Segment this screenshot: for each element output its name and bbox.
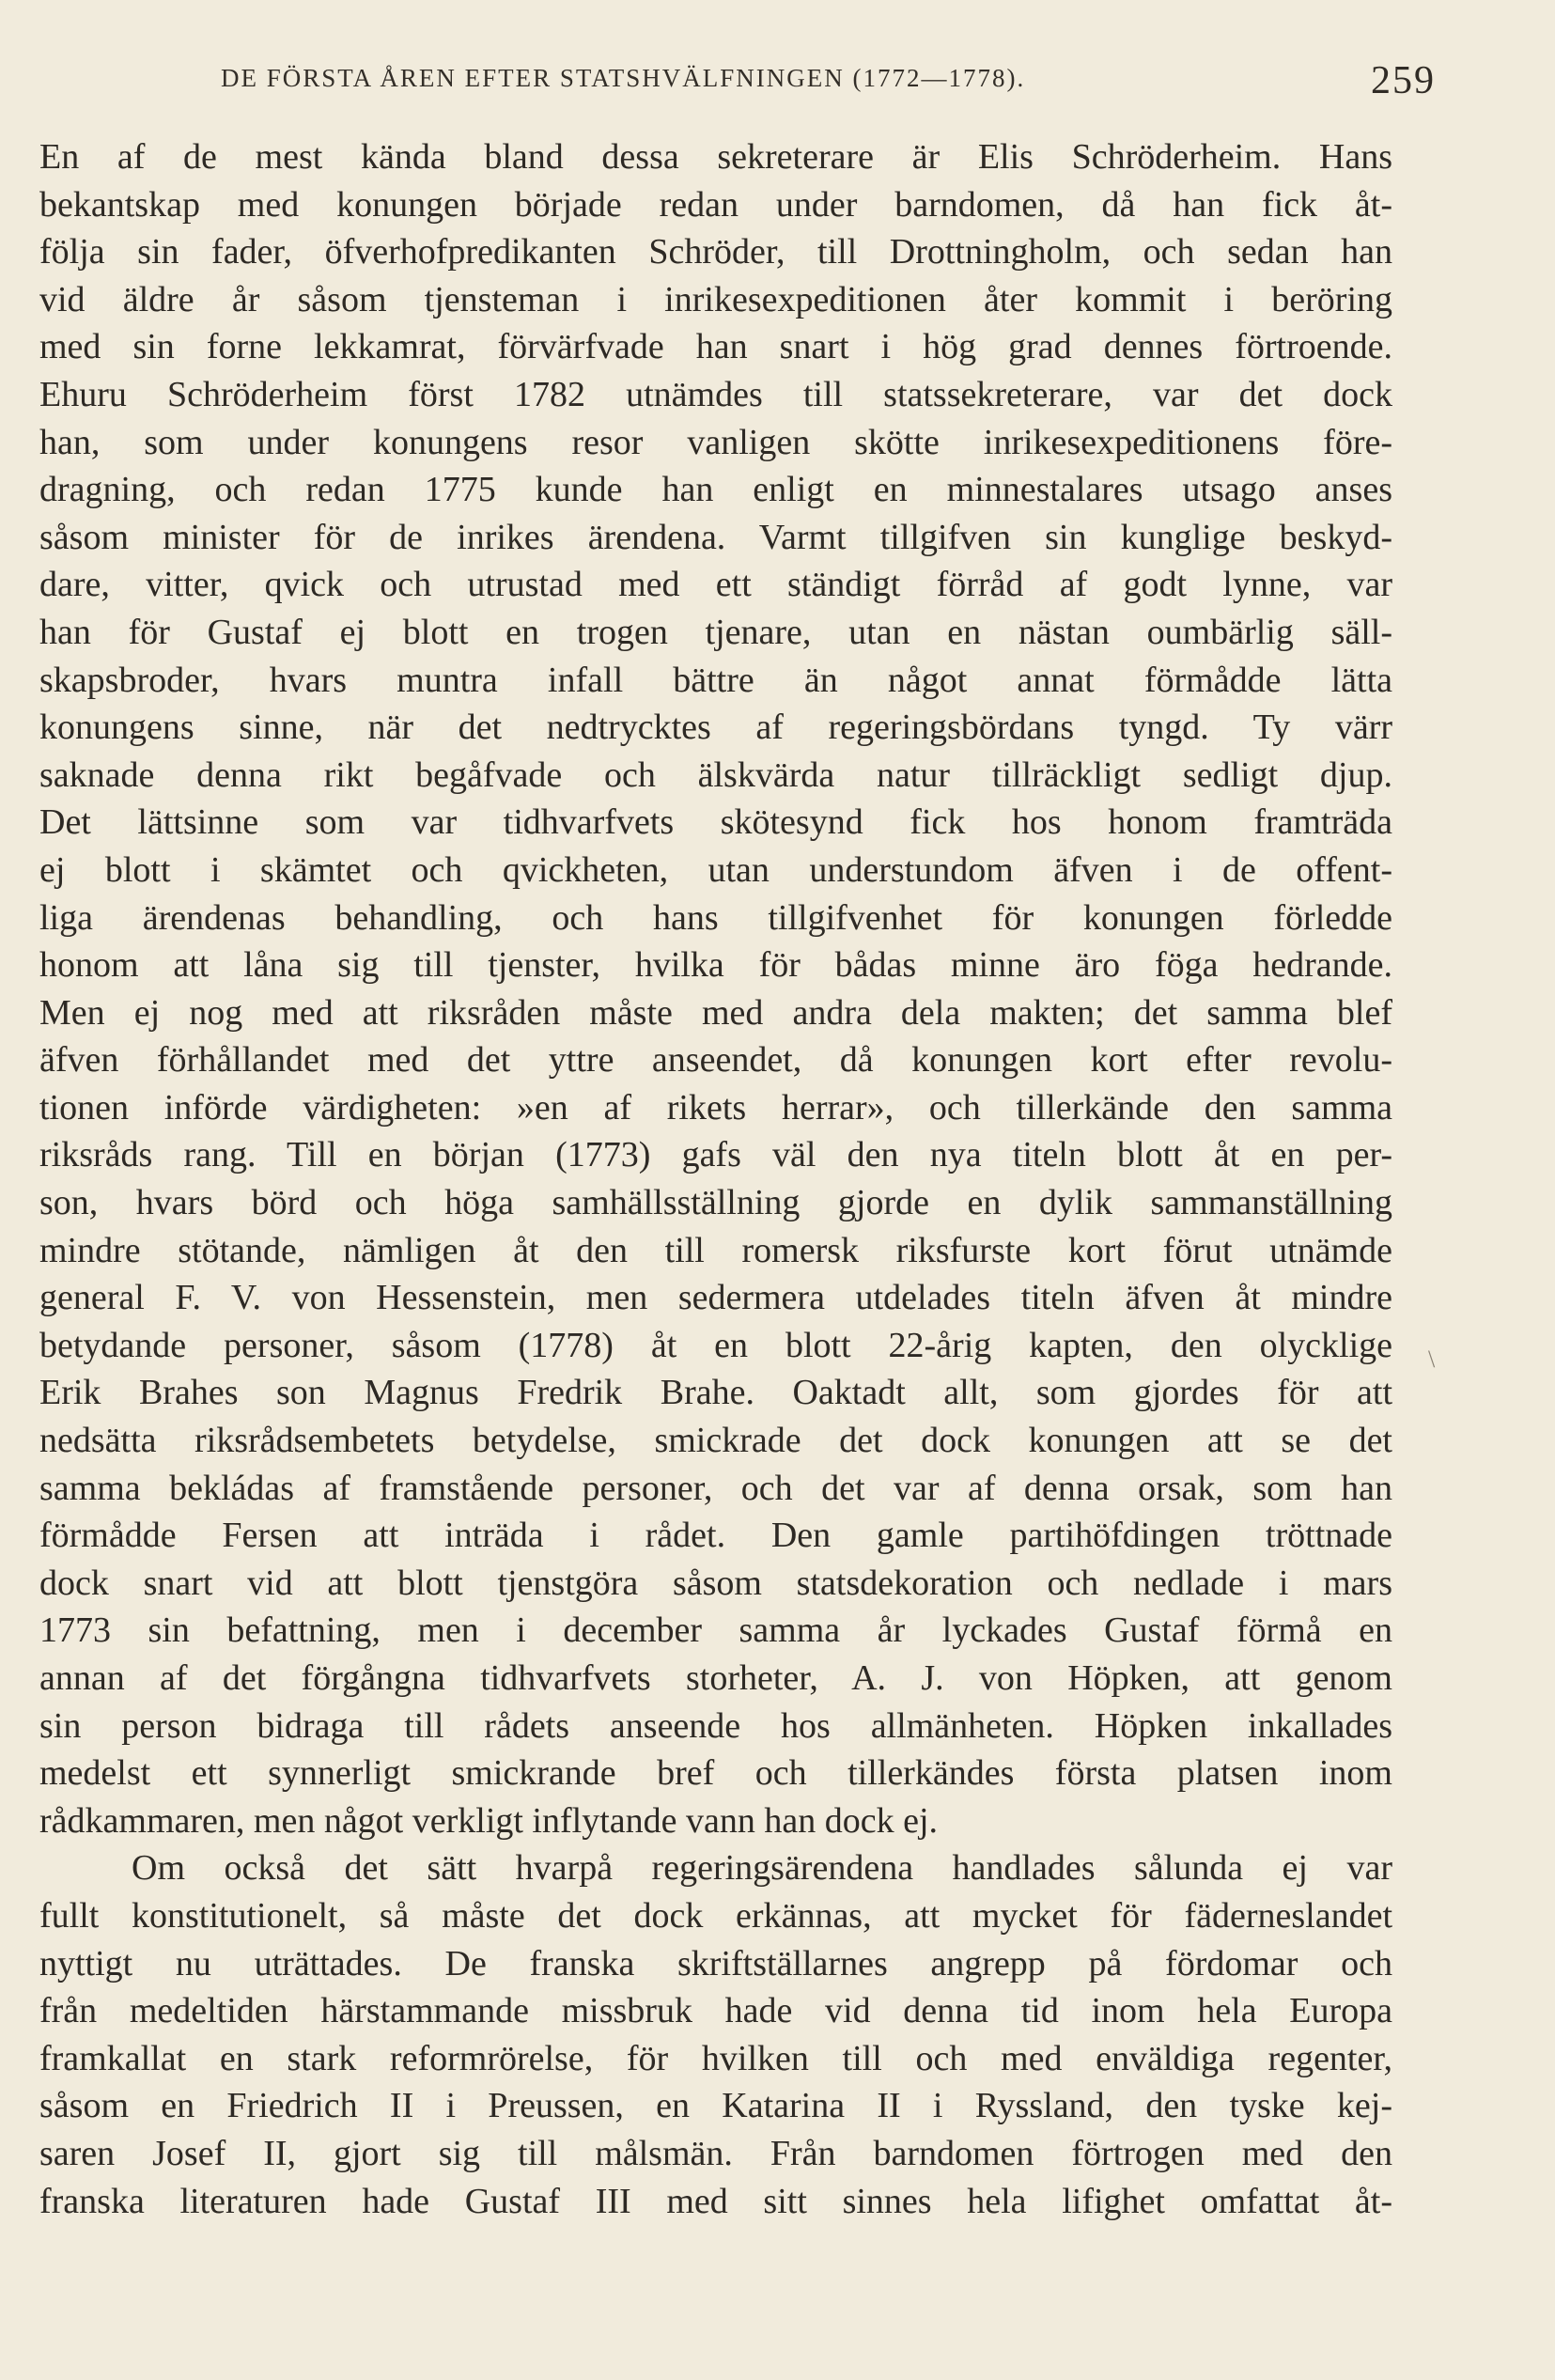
- text-line: honom att låna sig till tjenster, hvilka för bådas minne äro föga hedrande.: [39, 945, 1392, 986]
- text-line: följa sin fader, öfverhofpredikanten Schröder, till Drottningholm, och sedan han: [39, 232, 1392, 272]
- text-line: vid äldre år såsom tjensteman i inrikesexpeditionen åter kommit i beröring: [39, 279, 1392, 319]
- text-line: dock snart vid att blott tjenstgöra såsom statsdekoration och nedlade i mars: [39, 1563, 1392, 1603]
- running-head: [38, 58, 1436, 115]
- text-line: äfven förhållandet med det yttre anseendet, då konungen kort efter revolu-: [39, 1040, 1392, 1081]
- text-line: saknade denna rikt begåfvade och älskvärda natur tillräckligt sedligt djup.: [39, 754, 1392, 795]
- text-line: dragning, och redan 1775 kunde han enligt en minnestalares utsago anses: [39, 470, 1392, 510]
- text-line: medelst ett synnerligt smickrande bref och tillerkändes första platsen inom: [39, 1753, 1392, 1794]
- page-number: 259: [1371, 59, 1436, 102]
- text-line: han, som under konungens resor vanligen skötte inrikesexpeditionens före-: [39, 422, 1392, 462]
- text-line: saren Josef II, gjort sig till målsmän. Från barndomen förtrogen med den: [39, 2133, 1392, 2173]
- text-line: såsom en Friedrich II i Preussen, en Katarina II i Ryssland, den tyske kej-: [39, 2086, 1392, 2126]
- text-line: annan af det förgångna tidhvarfvets storheter, A. J. von Höpken, att genom: [39, 1658, 1392, 1698]
- text-line: En af de mest kända bland dessa sekreterare är Elis Schröderheim. Hans: [39, 137, 1392, 177]
- text-line: Men ej nog med att riksråden måste med andra dela makten; det samma blef: [39, 992, 1392, 1033]
- text-line: mindre stötande, nämligen åt den till romersk riksfurste kort förut utnämde: [39, 1230, 1392, 1270]
- text-line: franska literaturen hade Gustaf III med sitt sinnes hela lifighet omfattat åt-: [39, 2181, 1392, 2221]
- text-line: skapsbroder, hvars muntra infall bättre än något annat förmådde lätta: [39, 660, 1392, 700]
- text-line: Det lättsinne som var tidhvarfvets skötesynd fick hos honom framträda: [39, 802, 1392, 843]
- text-line: Om också det sätt hvarpå regeringsärendena handlades sålunda ej var: [132, 1848, 1392, 1889]
- text-line: konungens sinne, när det nedtrycktes af regeringsbördans tyngd. Ty värr: [39, 708, 1392, 748]
- text-line: 1773 sin befattning, men i december samma år lyckades Gustaf förmå en: [39, 1610, 1392, 1651]
- text-line: han för Gustaf ej blott en trogen tjenare, utan en nästan oumbärlig säll-: [39, 612, 1392, 652]
- text-line: son, hvars börd och höga samhällsställning gjorde en dylik sammanställning: [39, 1183, 1392, 1223]
- text-line: fullt konstitutionelt, så måste det dock erkännas, att mycket för fäderneslandet: [39, 1895, 1392, 1936]
- text-line: såsom minister för de inrikes ärendena. Varmt tillgifven sin kunglige beskyd-: [39, 517, 1392, 557]
- running-title: DE FÖRSTA ÅREN EFTER STATSHVÄLFNINGEN (1772—1778).: [221, 64, 1026, 92]
- text-line: med sin forne lekkamrat, förvärfvade han snart i hög grad dennes förtroende.: [39, 327, 1392, 367]
- text-line: framkallat en stark reformrörelse, för hvilken till och med enväldiga regenter,: [39, 2038, 1392, 2078]
- body-text: [39, 133, 1392, 2225]
- text-line: Erik Brahes son Magnus Fredrik Brahe. Oaktadt allt, som gjordes för att: [39, 1373, 1392, 1413]
- text-line: Ehuru Schröderheim först 1782 utnämdes till statssekreterare, var det dock: [39, 374, 1392, 414]
- text-line: nedsätta riksrådsembetets betydelse, smickrade det dock konungen att se det: [39, 1421, 1392, 1461]
- text-line: riksråds rang. Till en början (1773) gafs väl den nya titeln blott åt en per-: [39, 1135, 1392, 1175]
- text-line: nyttigt nu uträttades. De franska skriftställarnes angrepp på fördomar och: [39, 1943, 1392, 1983]
- text-line: förmådde Fersen att inträda i rådet. Den gamle partihöfdingen tröttnade: [39, 1516, 1392, 1556]
- text-line: från medeltiden härstammande missbruk hade vid denna tid inom hela Europa: [39, 1991, 1392, 2031]
- text-line: sin person bidraga till rådets anseende hos allmänheten. Höpken inkallades: [39, 1705, 1392, 1746]
- text-line: rådkammaren, men något verkligt inflytande vann han dock ej.: [39, 1800, 939, 1841]
- text-line: dare, vitter, qvick och utrustad med ett ständigt förråd af godt lynne, var: [39, 565, 1392, 605]
- text-line: samma bekládas af framstående personer, och det var af denna orsak, som han: [39, 1468, 1392, 1508]
- margin-mark: \: [1428, 1346, 1436, 1373]
- text-line: tionen införde värdigheten: »en af rikets herrar», och tillerkände den samma: [39, 1087, 1392, 1128]
- text-line: liga ärendenas behandling, och hans tillgifvenhet för konungen förledde: [39, 897, 1392, 938]
- text-line: ej blott i skämtet och qvickheten, utan understundom äfven i de offent-: [39, 849, 1392, 890]
- text-line: bekantskap med konungen började redan under barndomen, då han fick åt-: [39, 184, 1392, 225]
- text-line: general F. V. von Hessenstein, men sedermera utdelades titeln äfven åt mindre: [39, 1278, 1392, 1318]
- text-line: betydande personer, såsom (1778) åt en blott 22-årig kapten, den olycklige: [39, 1325, 1392, 1365]
